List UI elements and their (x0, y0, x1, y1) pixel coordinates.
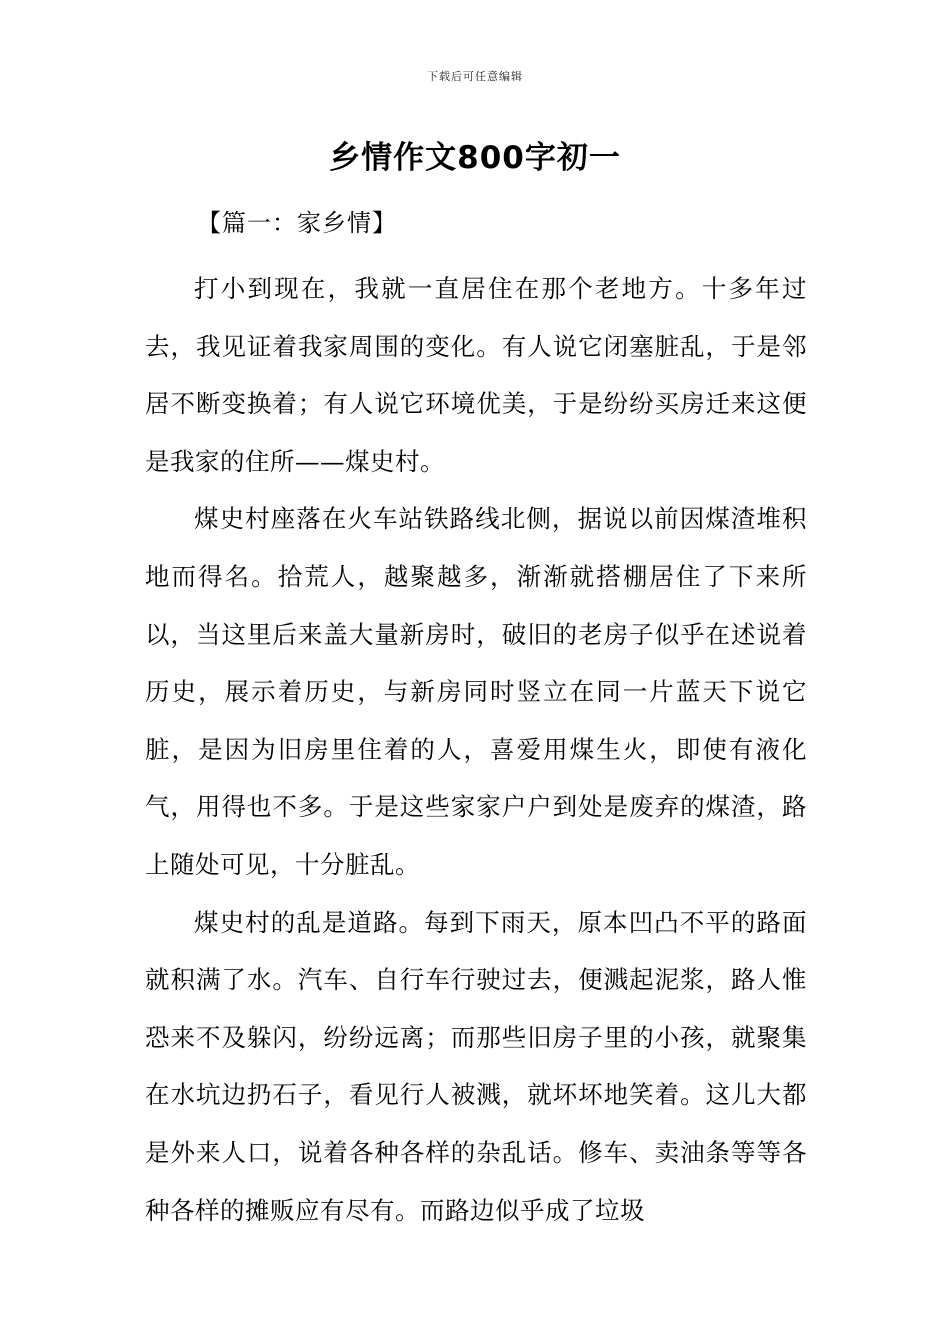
page-header-note: 下载后可任意编辑 (427, 70, 523, 83)
paragraph-2: 煤史村座落在火车站铁路线北侧，据说以前因煤渣堆积地而得名。拾荒人，越聚越多，渐渐就搭棚居住了下来所以，当这里后来盖大量新房时，破旧的老房子似乎在述说着历史，展示着历史，与新房同时竖立在同一片蓝天下说它脏，是因为旧房里住着的人，喜爱用煤生火，即使有液化气，用得也不多。于是这些家家户户到处是废弃的煤渣，路上随处可见，十分脏乱。 (145, 504, 807, 879)
paragraph-1: 打小到现在，我就一直居住在那个老地方。十多年过去，我见证着我家周围的变化。有人说它闭塞脏乱，于是邻居不断变换着；有人说它环境优美，于是纷纷买房迁来这便是我家的住所——煤史村。 (145, 274, 807, 476)
document-body (145, 260, 807, 1239)
section-heading: 【篇一：家乡情】 (197, 209, 397, 237)
paragraph-3: 煤史村的乱是道路。每到下雨天，原本凹凸不平的路面就积满了水。汽车、自行车行驶过去，便溅起泥浆，路人惟恐来不及躲闪，纷纷远离；而那些旧房子里的小孩，就聚集在水坑边扔石子，看见行人被溅，就坏坏地笑着。这儿大都是外来人口，说着各种各样的杂乱话。修车、卖油条等等各种各样的摊贩应有尽有。而路边似乎成了垃圾 (145, 907, 807, 1225)
document-title: 乡情作文800字初一 (329, 140, 621, 176)
